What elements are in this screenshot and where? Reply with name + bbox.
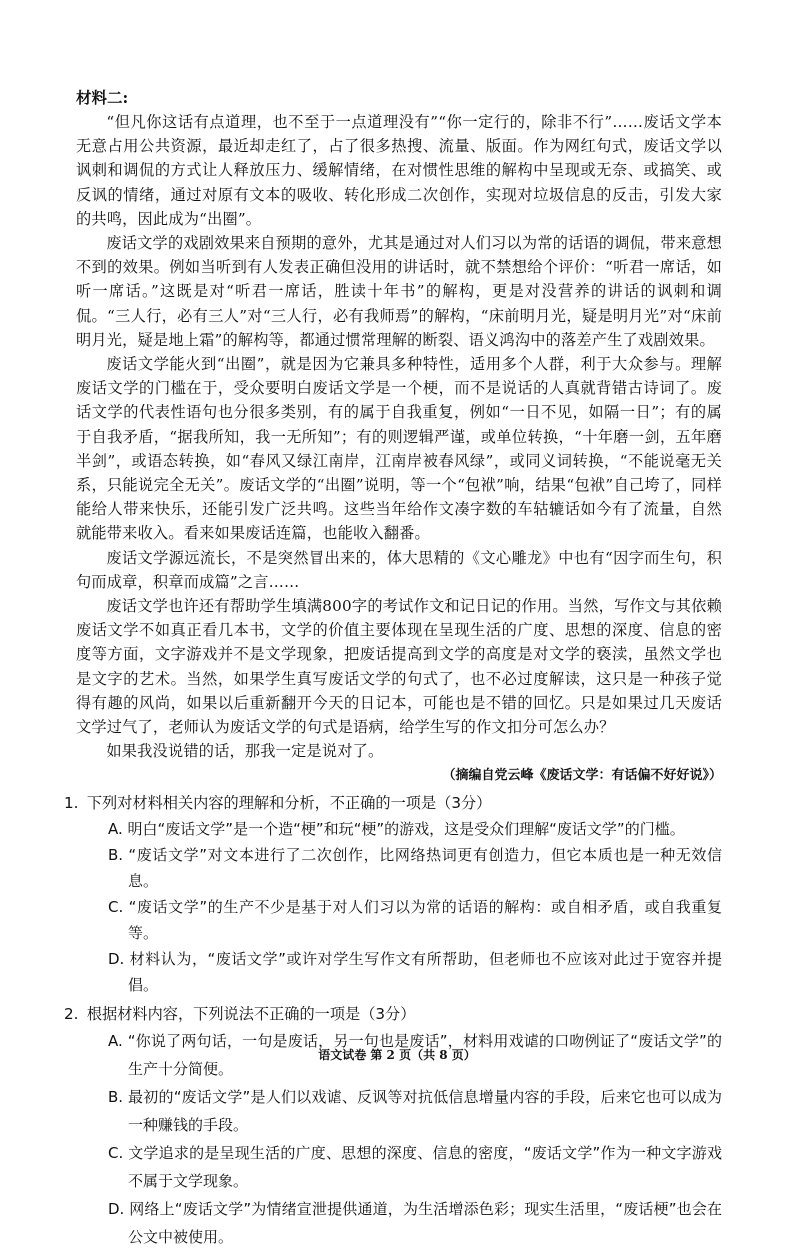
question-number: 1. <box>64 794 79 813</box>
material-paragraph-5: 废话文学也许还有帮助学生填满800字的考试作文和记日记的作用。当然，写作文与其依赖废话文学不如真正看几本书，文学的价值主要体现在呈现生活的广度、思想的深度、信息的密度等方面，文字游戏并不是文学现象，把废话提高到文学的高度是对文学的亵渎，虽然文学也是文字的艺术。当然，如果学生真写废话文学的句式了，也不必过度解读，这只是一种孩子觉得有趣的风尚，如果以后重新翻开今天的日记本，可能也是不错的回忆。只是如果过几天废话文学过气了，老师认为废话文学的句式是语病，给学生写的作文扣分可怎么办？ <box>76 597 722 737</box>
option-d: D. 网络上“废话文学”为情绪宣泄提供通道，为生活增添色彩；现实生活里，“废话梗”也会在公文中被使用。 <box>108 1200 722 1247</box>
option-a: A. “你说了两句话，一句是废话，另一句也是废话”，材料用戏谑的口吻例证了“废话文学”的生产十分简便。 <box>108 1032 722 1079</box>
option-a: A. 明白“废话文学”是一个造“梗”和玩“梗”的游戏，这是受众们理解“废话文学”的门槛。 <box>108 820 685 839</box>
question-stem <box>64 1002 722 1027</box>
material-paragraph-3: 废话文学能火到“出圈”，就是因为它兼具多种特性，适用多个人群，利于大众参与。理解废话文学的门槛在于，受众要明白废话文学是一个梗，而不是说话的人真就背错古诗词了。废话文学的代表性语句也分很多类别，有的属于自我重复，例如“一日不见，如隔一日”；有的属于自我矛盾，“据我所知，我一无所知”；有的则逻辑严谨，或单位转换，“十年磨一剑，五年磨半剑”，或语态转换，如“春风又绿江南岸，江南岸被春风绿”，或同义词转换，“不能说毫无关系，只能说完全无关”。废话文学的“出圈”说明，等一个“包袱”响，结果“包袱”自己垮了，同样能给人带来快乐，还能引发广泛共鸣。这些当年给作文凑字数的车轱辘话如今有了流量，自然就能带来收入。看来如果废话连篇，也能收入翻番。 <box>76 355 722 543</box>
question-stem <box>64 791 722 816</box>
material-heading: 材料二: <box>76 88 129 107</box>
exam-page <box>64 86 722 1251</box>
question-2 <box>64 1002 722 1251</box>
material-paragraph-1: “但凡你这话有点道理，也不至于一点道理没有”“你一定行的，除非不行”……废话文学本无意占用公共资源，最近却走红了，占了很多热搜、流量、版面。作为网红句式，废话文学以讽刺和调侃的方式让人释放压力、缓解情绪，在对惯性思维的解构中呈现或无奈、或搞笑、或反讽的情绪，通过对原有文本的吸收、转化形成二次创作，实现对垃圾信息的反击，引发大家的共鸣，因此成为“出圈”。 <box>76 113 722 228</box>
material-paragraph-6: 如果我没说错的话，那我一定是说对了。 <box>106 742 384 761</box>
option-c: C. “废话文学”的生产不少是基于对人们习以为常的话语的解构：或自相矛盾，或自我重复等。 <box>108 898 722 943</box>
page-footer: 语文试卷 第 2 页（共 8 页） <box>318 1048 476 1062</box>
material-paragraph-2: 废话文学的戏剧效果来自预期的意外，尤其是通过对人们习以为常的话语的调侃，带来意想不到的效果。例如当听到有人发表正确但没用的讲话时，就不禁想给个评价：“听君一席话，如听一席话。”这既是对“听君一席话，胜读十年书”的解构，更是对没营养的讲话的讽刺和调侃。“三人行，必有三人”对“三人行，必有我师焉”的解构，“床前明月光，疑是明月光”对“床前明月光，疑是地上霜”的解构等，都通过惯常理解的断裂、语义鸿沟中的落差产生了戏剧效果。 <box>76 234 722 349</box>
option-c: C. 文学追求的是呈现生活的广度、思想的深度、信息的密度，“废话文学”作为一种文字游戏不属于文学现象。 <box>108 1144 722 1191</box>
option-b: B. 最初的“废话文学”是人们以戏谑、反讽等对抗低信息增量内容的手段，后来它也可以成为一种赚钱的手段。 <box>108 1088 722 1135</box>
question-1 <box>64 791 722 998</box>
material-source: （摘编自党云峰《废话文学：有话偏不好好说》） <box>442 768 722 784</box>
option-d: D. 材料认为，“废话文学”或许对学生写作文有所帮助，但老师也不应该对此过于宽容并提倡。 <box>108 950 722 995</box>
question-text: 下列对材料相关内容的理解和分析，不正确的一项是（3分） <box>86 794 492 813</box>
option-b: B. “废话文学”对文本进行了二次创作，比网络热词更有创造力，但它本质也是一种无效信息。 <box>108 846 722 891</box>
question-text: 根据材料内容，下列说法不正确的一项是（3分） <box>86 1005 416 1024</box>
material-paragraph-4: 废话文学源远流长，不是突然冒出来的，体大思精的《文心雕龙》中也有“因字而生句，积句而成章，积章而成篇”之言…… <box>76 548 722 591</box>
question-number: 2. <box>64 1005 79 1024</box>
